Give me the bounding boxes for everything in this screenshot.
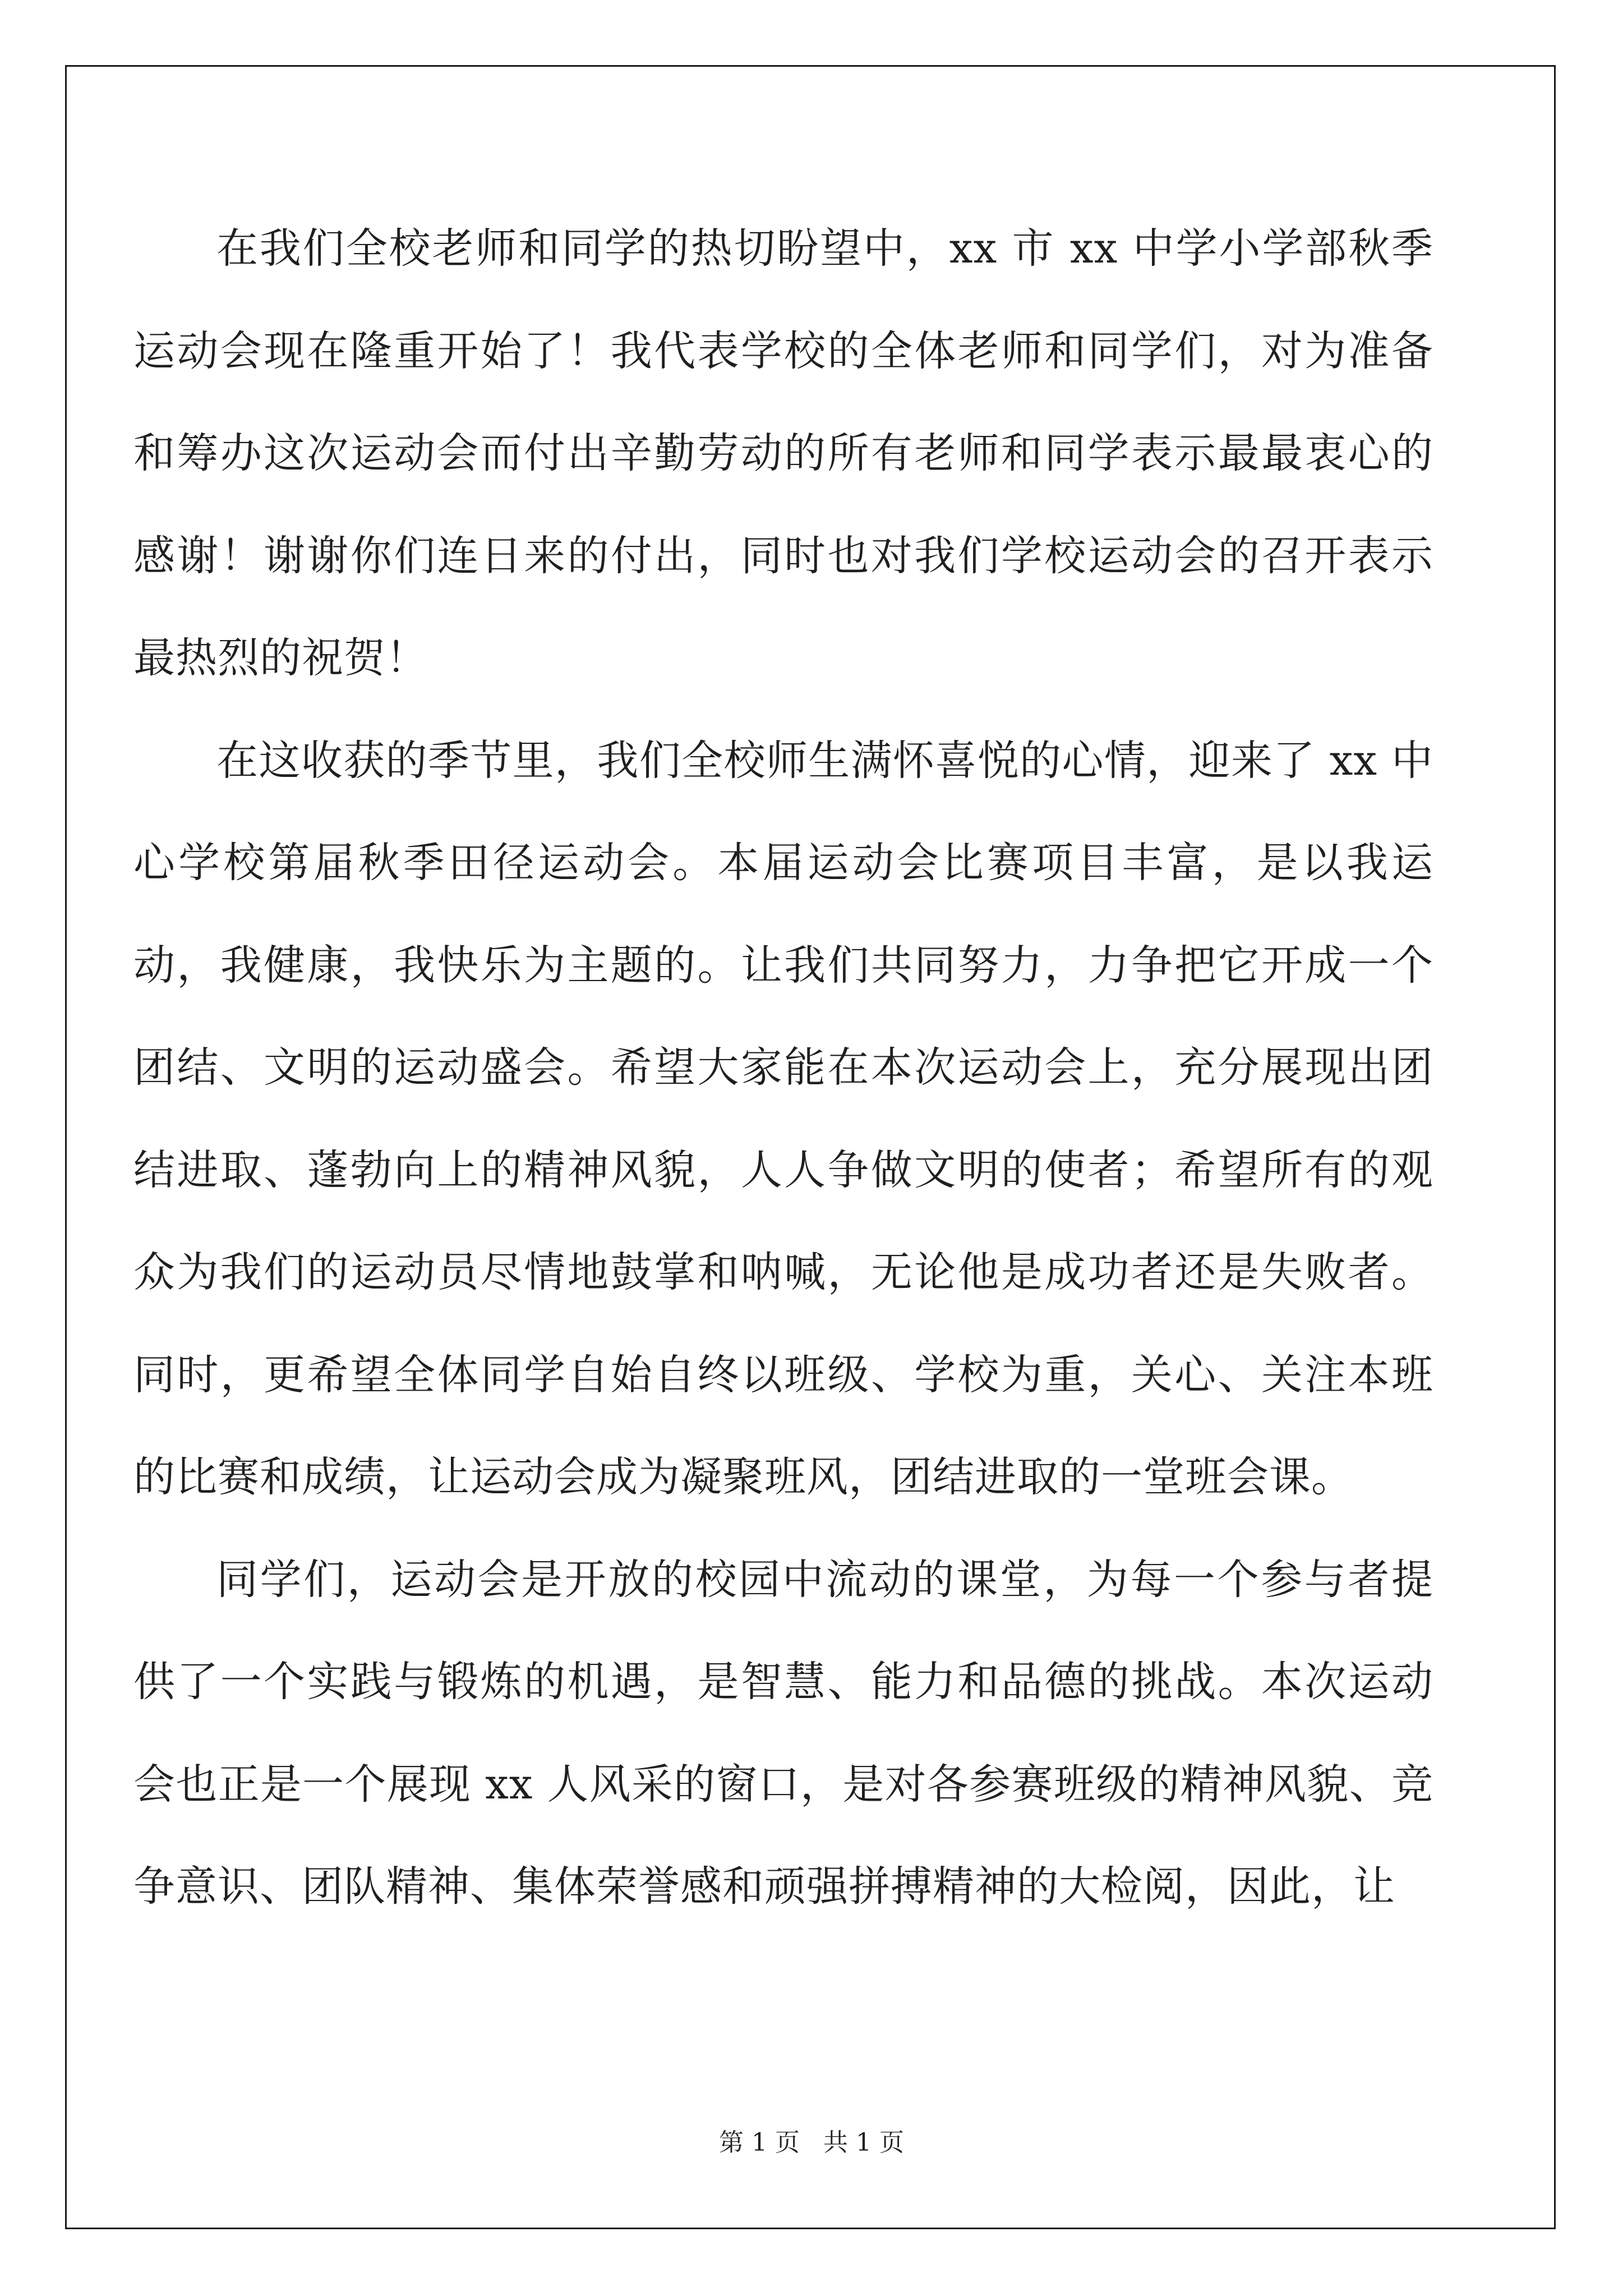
- paragraph-3: 同学们，运动会是开放的校园中流动的课堂，为每一个参与者提供了一个实践与锻炼的机遇，是智慧、能力和品德的挑战。本次运动会也正是一个展现 xx 人风采的窗口，是对各参赛班级的精神风貌、竞争意识、团队精神、集体荣誉感和顽强拼搏精神的大检阅，因此，让: [133, 1555, 1433, 1911]
- paragraph-2: 在这收获的季节里，我们全校师生满怀喜悦的心情，迎来了 xx 中心学校第届秋季田径运动会。本届运动会比赛项目丰富，是以我运动，我健康，我快乐为主题的。让我们共同努力，力争把它开成一个团结、文明的运动盛会。希望大家能在本次运动会上，充分展现出团结进取、蓬勃向上的精神风貌，人人争做文明的使者；希望所有的观众为我们的运动员尽情地鼓掌和呐喊，无论他是成功者还是失败者。同时，更希望全体同学自始自终以班级、学校为重，关心、关注本班的比赛和成绩，让运动会成为凝聚班风，团结进取的一堂班会课。: [133, 736, 1433, 1501]
- document-body: [133, 197, 1433, 1938]
- page-number-footer: 第 1 页 共 1 页: [719, 2128, 904, 2157]
- paragraph-1: 在我们全校老师和同学的热切盼望中，xx 市 xx 中学小学部秋季运动会现在隆重开始了！我代表学校的全体老师和同学们，对为准备和筹办这次运动会而付出辛勤劳动的所有老师和同学表示最最衷心的感谢！谢谢你们连日来的付出，同时也对我们学校运动会的召开表示最热烈的祝贺！: [133, 224, 1433, 682]
